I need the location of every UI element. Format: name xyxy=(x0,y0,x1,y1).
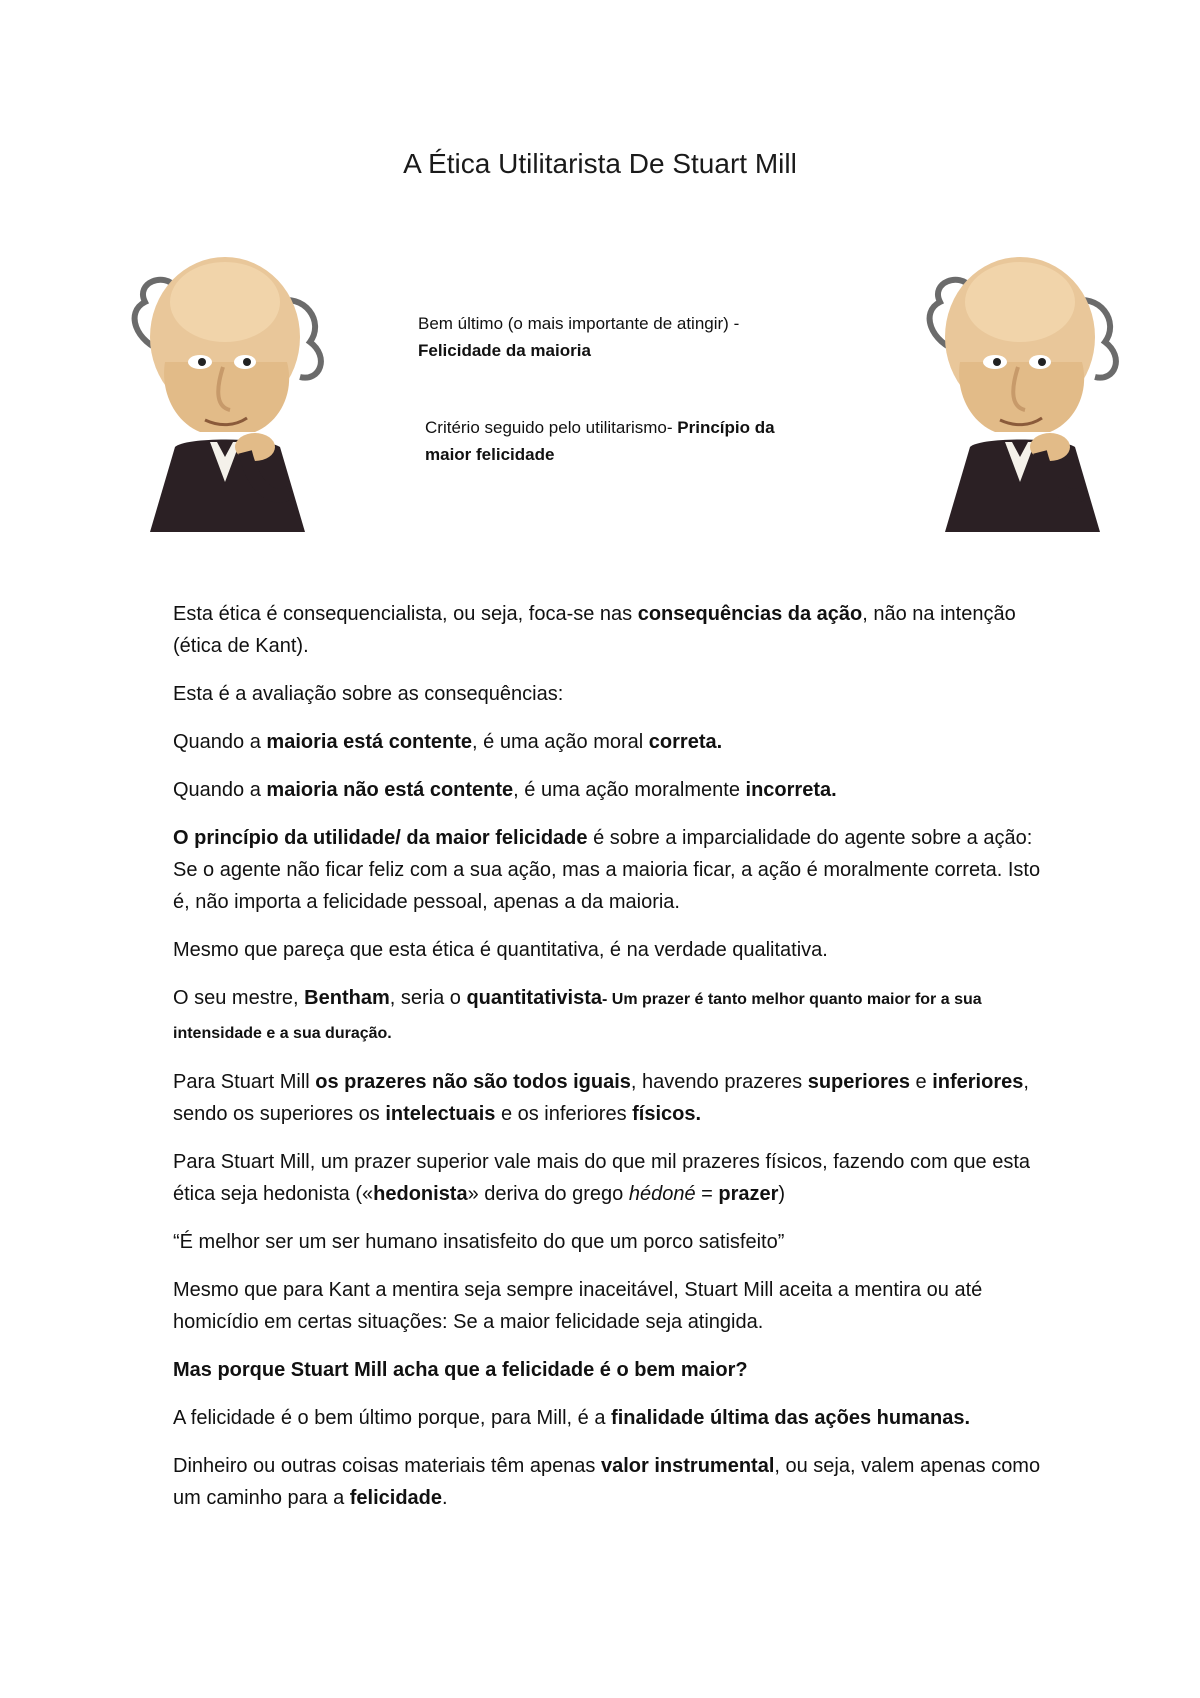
document-title: A Ética Utilitarista De Stuart Mill xyxy=(403,148,797,179)
document-body xyxy=(173,598,1053,1530)
callout-bem-ultimo xyxy=(418,310,838,364)
quote xyxy=(173,1226,1053,1258)
bold-text: maioria está contente xyxy=(266,731,473,753)
text: , ou seja, valem apenas como um caminho para a xyxy=(173,1455,1041,1509)
bold-text: hedonista xyxy=(373,1183,468,1205)
bold-text: consequências da ação xyxy=(637,603,863,625)
text: » deriva do grego xyxy=(467,1183,629,1205)
paragraph xyxy=(173,774,1053,806)
callout-bold: Felicidade da maioria xyxy=(418,341,591,360)
paragraph xyxy=(173,1450,1053,1514)
bold-text: finalidade última das ações humanas. xyxy=(611,1407,971,1429)
bold-text: valor instrumental xyxy=(601,1455,775,1477)
caricature-portrait-right xyxy=(900,242,1140,532)
paragraph xyxy=(173,1402,1053,1434)
callout-text: Bem último (o mais importante de atingir) - xyxy=(418,314,740,333)
paragraph xyxy=(173,598,1053,662)
paragraph xyxy=(173,822,1053,918)
callout-bold: maior felicidade xyxy=(425,445,555,464)
bold-text: quantitativista xyxy=(466,987,603,1009)
text: = xyxy=(695,1183,719,1205)
bold-text: prazer xyxy=(718,1183,779,1205)
text: Para Stuart Mill, um prazer superior vale mais do que mil prazeres físicos, fazendo com que esta ética seja hedonista (« xyxy=(173,1151,1031,1205)
italic-text: hédoné xyxy=(628,1183,696,1205)
paragraph xyxy=(173,678,1053,710)
text: “É melhor ser um ser humano insatisfeito do que um porco satisfeito” xyxy=(173,1231,785,1253)
text: Esta é a avaliação sobre as consequências: xyxy=(173,683,564,705)
bold-text: Bentham xyxy=(304,987,390,1009)
bold-text: felicidade xyxy=(349,1487,443,1509)
text: e os inferiores xyxy=(495,1103,633,1125)
text: e xyxy=(909,1071,933,1093)
text: Dinheiro ou outras coisas materiais têm apenas xyxy=(173,1455,601,1477)
text: O seu mestre, xyxy=(173,987,305,1009)
text: . xyxy=(442,1487,448,1509)
question-heading xyxy=(173,1354,1053,1386)
callout-bold: Princípio da xyxy=(677,418,775,437)
caricature-image xyxy=(900,242,1140,532)
paragraph xyxy=(173,726,1053,758)
text: Quando a xyxy=(173,779,267,801)
paragraph xyxy=(173,1066,1053,1130)
text: é sobre a imparcialidade do agente sobre a ação: Se o agente não ficar feliz com a sua ação, mas a maioria ficar, a ação é moralmente correta. Isto é, não importa a felicidade pessoal, apenas a da maioria. xyxy=(173,827,1041,913)
bold-text: maioria não está contente xyxy=(266,779,514,801)
bold-text: superiores xyxy=(807,1071,910,1093)
bold-text: os prazeres não são todos iguais xyxy=(315,1071,631,1093)
paragraph xyxy=(173,982,1053,1050)
paragraph xyxy=(173,934,1053,966)
text: Mesmo que para Kant a mentira seja sempre inaceitável, Stuart Mill aceita a mentira ou até homicídio em certas situações: Se a maior felicidade seja atingida. xyxy=(173,1279,983,1333)
text: , é uma ação moral xyxy=(472,731,649,753)
caricature-image xyxy=(105,242,345,532)
text: , sendo os superiores os xyxy=(173,1071,1029,1125)
text: ) xyxy=(778,1183,786,1205)
paragraph xyxy=(173,1274,1053,1338)
callout-criterio xyxy=(425,414,845,468)
caricature-portrait-left xyxy=(105,242,345,532)
bold-text: incorreta. xyxy=(745,779,837,801)
text: , não na intenção (ética de Kant). xyxy=(173,603,1016,657)
bold-text: físicos. xyxy=(632,1103,702,1125)
text: Esta ética é consequencialista, ou seja, foca-se nas xyxy=(173,603,638,625)
bold-text: inferiores xyxy=(932,1071,1024,1093)
text: Para Stuart Mill xyxy=(173,1071,316,1093)
text: , havendo prazeres xyxy=(630,1071,808,1093)
callout-text: Critério seguido pelo utilitarismo- xyxy=(425,418,673,437)
text: , seria o xyxy=(389,987,467,1009)
paragraph xyxy=(173,1146,1053,1210)
bold-text: O princípio da utilidade/ da maior felicidade xyxy=(173,827,588,849)
bold-text: Mas porque Stuart Mill acha que a felicidade é o bem maior? xyxy=(173,1359,748,1381)
small-bold-text: - Um prazer é tanto melhor quanto maior for a sua intensidade e a sua duração. xyxy=(173,991,982,1042)
text: Quando a xyxy=(173,731,267,753)
bold-text: correta. xyxy=(648,731,723,753)
text: , é uma ação moralmente xyxy=(513,779,746,801)
text: Mesmo que pareça que esta ética é quantitativa, é na verdade qualitativa. xyxy=(173,939,828,961)
text: A felicidade é o bem último porque, para Mill, é a xyxy=(173,1407,612,1429)
bold-text: intelectuais xyxy=(385,1103,496,1125)
